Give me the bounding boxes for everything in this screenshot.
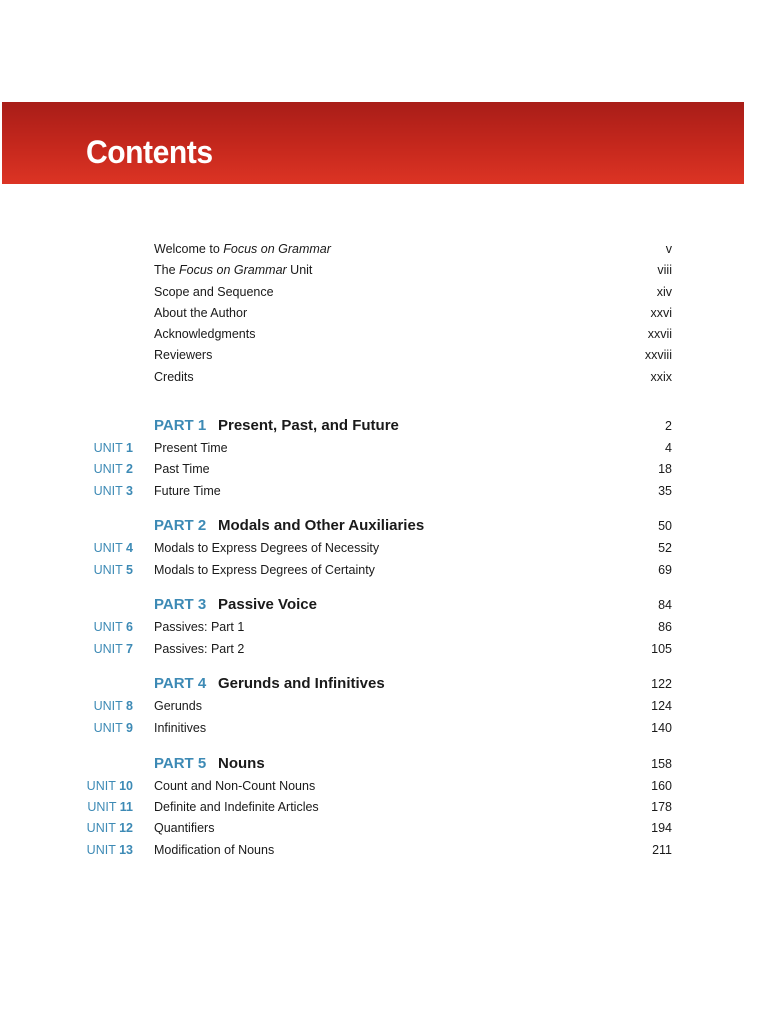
unit-row-1[interactable]: [0, 439, 768, 457]
unit-word: UNIT: [93, 642, 123, 656]
unit-row-4[interactable]: [0, 539, 768, 557]
unit-title: Present Time: [154, 441, 228, 455]
unit-title: Infinitives: [154, 721, 207, 735]
part-page: 2: [665, 419, 672, 433]
unit-word: UNIT: [86, 779, 116, 793]
unit-label: [87, 819, 133, 837]
unit-title: Future Time: [154, 484, 221, 498]
part-page: 84: [658, 598, 672, 612]
title-part-italic: Focus on Grammar: [179, 263, 287, 277]
part-page: 122: [651, 677, 672, 691]
toc-entry-page: xxvi: [650, 306, 672, 320]
title-part-italic: Focus on Grammar: [223, 242, 331, 256]
toc-entry-title: Reviewers: [154, 348, 213, 362]
part-heading-1[interactable]: [0, 415, 768, 437]
unit-label: [87, 798, 133, 816]
unit-label: [87, 841, 133, 859]
unit-number: 4: [126, 541, 133, 555]
unit-page: 140: [651, 721, 672, 735]
unit-word: UNIT: [93, 721, 123, 735]
part-label: PART 2: [154, 517, 207, 534]
unit-row-3[interactable]: [0, 482, 768, 500]
toc-row-author[interactable]: [0, 304, 768, 322]
unit-page: 52: [658, 541, 672, 555]
toc-row-acknowledgments[interactable]: [0, 325, 768, 343]
title-part: Unit: [286, 263, 313, 277]
part-title: Passive Voice: [218, 596, 317, 613]
toc-entry-title: About the Author: [154, 306, 248, 320]
title-part: The: [154, 263, 180, 277]
unit-row-13[interactable]: [0, 841, 768, 859]
unit-row-9[interactable]: [0, 719, 768, 737]
part-label: PART 3: [154, 596, 207, 613]
unit-number: 13: [119, 843, 133, 857]
unit-page: 124: [651, 699, 672, 713]
unit-title: Passives: Part 1: [154, 620, 245, 634]
toc-entry-page: v: [665, 242, 672, 256]
part-label: PART 5: [154, 755, 207, 772]
part-title: Present, Past, and Future: [218, 417, 399, 434]
toc-entry-page: xiv: [656, 285, 672, 299]
unit-title: Modification of Nouns: [154, 843, 275, 857]
unit-label: [94, 697, 133, 715]
title-part: Welcome to: [154, 242, 224, 256]
unit-title: Passives: Part 2: [154, 642, 245, 656]
toc-entry-title: Credits: [154, 370, 194, 384]
unit-row-2[interactable]: [0, 460, 768, 478]
unit-number: 3: [126, 484, 133, 498]
unit-number: 8: [126, 699, 133, 713]
part-heading-5[interactable]: [0, 753, 768, 775]
unit-label: [87, 777, 133, 795]
unit-word: UNIT: [93, 441, 123, 455]
unit-page: 35: [658, 484, 672, 498]
toc-entry-page: xxviii: [644, 348, 672, 362]
unit-word: UNIT: [93, 620, 123, 634]
unit-row-12[interactable]: [0, 819, 768, 837]
unit-word: UNIT: [86, 843, 116, 857]
unit-number: 7: [126, 642, 133, 656]
toc-row-fog-unit[interactable]: [0, 261, 768, 279]
unit-title: Modals to Express Degrees of Necessity: [154, 541, 380, 555]
unit-row-7[interactable]: [0, 640, 768, 658]
toc-row-scope[interactable]: [0, 283, 768, 301]
unit-page: 160: [651, 779, 672, 793]
part-heading-3[interactable]: [0, 594, 768, 616]
unit-page: 69: [658, 563, 672, 577]
unit-word: UNIT: [93, 484, 123, 498]
page-title: Contents: [86, 134, 213, 170]
unit-word: UNIT: [93, 563, 123, 577]
unit-row-8[interactable]: [0, 697, 768, 715]
unit-label: [94, 539, 133, 557]
unit-page: 4: [665, 441, 672, 455]
unit-row-6[interactable]: [0, 618, 768, 636]
part-page: 158: [651, 757, 672, 771]
part-heading-2[interactable]: [0, 515, 768, 537]
unit-label: [94, 640, 133, 658]
unit-label: [94, 618, 133, 636]
toc-entry-title: [154, 240, 331, 258]
unit-page: 105: [651, 642, 672, 656]
part-heading-4[interactable]: [0, 673, 768, 695]
toc-entry-title: [154, 261, 312, 279]
unit-word: UNIT: [86, 821, 116, 835]
unit-title: Count and Non-Count Nouns: [154, 779, 316, 793]
part-title: Nouns: [218, 755, 265, 772]
toc-entry-title: Acknowledgments: [154, 327, 256, 341]
unit-page: 211: [652, 843, 672, 857]
unit-word: UNIT: [93, 462, 123, 476]
unit-number: 5: [126, 563, 133, 577]
unit-label: [94, 439, 133, 457]
unit-label: [94, 482, 133, 500]
unit-number: 9: [126, 721, 133, 735]
toc-entry-page: viii: [657, 263, 672, 277]
unit-page: 18: [658, 462, 672, 476]
unit-row-10[interactable]: [0, 777, 768, 795]
unit-number: 12: [119, 821, 133, 835]
unit-title: Quantifiers: [154, 821, 215, 835]
part-title: Gerunds and Infinitives: [218, 675, 385, 692]
unit-number: 10: [119, 779, 133, 793]
unit-title: Modals to Express Degrees of Certainty: [154, 563, 375, 577]
unit-page: 178: [651, 800, 672, 814]
unit-title: Definite and Indefinite Articles: [154, 800, 319, 814]
unit-row-11[interactable]: [0, 798, 768, 816]
unit-page: 86: [658, 620, 672, 634]
toc-row-reviewers[interactable]: [0, 346, 768, 364]
unit-title: Past Time: [154, 462, 210, 476]
toc-row-credits[interactable]: [0, 368, 768, 386]
part-page: 50: [658, 519, 672, 533]
unit-title: Gerunds: [154, 699, 202, 713]
unit-word: UNIT: [93, 541, 123, 555]
toc-entry-page: xxix: [650, 370, 672, 384]
part-label: PART 1: [154, 417, 207, 434]
unit-label: [94, 561, 133, 579]
unit-number: 11: [119, 800, 133, 814]
unit-word: UNIT: [87, 800, 117, 814]
part-label: PART 4: [154, 675, 207, 692]
unit-word: UNIT: [93, 699, 123, 713]
unit-number: 2: [126, 462, 133, 476]
unit-page: 194: [651, 821, 672, 835]
part-title: Modals and Other Auxiliaries: [218, 517, 425, 534]
toc-entry-page: xxvii: [647, 327, 672, 341]
unit-row-5[interactable]: [0, 561, 768, 579]
toc-entry-title: Scope and Sequence: [154, 285, 274, 299]
toc-row-welcome[interactable]: [0, 240, 768, 258]
unit-number: 1: [126, 441, 133, 455]
unit-label: [94, 460, 133, 478]
unit-number: 6: [126, 620, 133, 634]
unit-label: [94, 719, 133, 737]
